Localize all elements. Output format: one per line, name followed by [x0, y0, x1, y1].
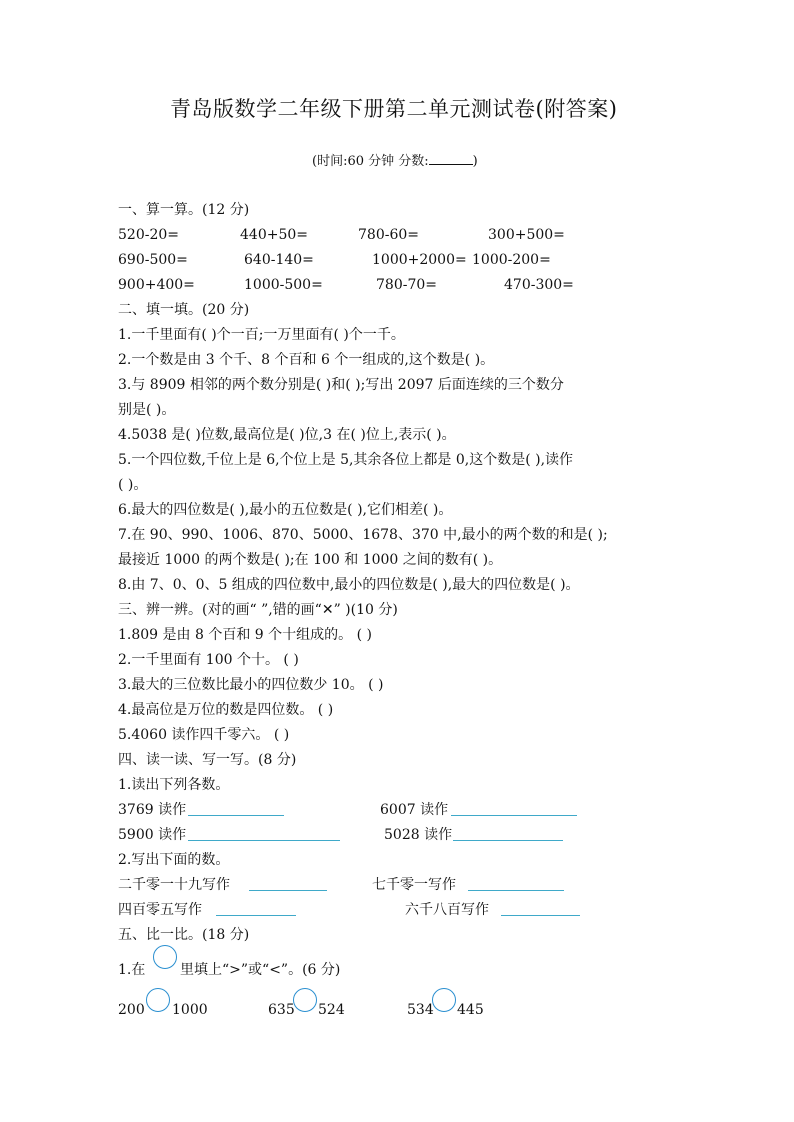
answer-line[interactable] — [451, 815, 577, 816]
write-item-label: 二千零一十九写作 — [118, 877, 230, 893]
answer-line[interactable] — [188, 815, 284, 816]
read-item-label: 6007 读作 — [380, 802, 449, 818]
question-line: 最接近 1000 的两个数是( );在 100 和 1000 之间的数有( )。 — [118, 552, 503, 568]
question-line: 6.最大的四位数是( ),最小的五位数是( ),它们相差( )。 — [118, 502, 453, 518]
page-title: 青岛版数学二年级下册第二单元测试卷(附答案) — [170, 97, 618, 121]
section-3-heading: 三、辨一辨。(对的画“ ”,错的画“✕” )(10 分) — [118, 602, 398, 618]
answer-line[interactable] — [216, 915, 296, 916]
calc-item: 900+400= — [118, 277, 195, 293]
question-line: 1.一千里面有( )个一百;一万里面有( )个一千。 — [118, 327, 405, 343]
compare-answer-circle[interactable] — [293, 988, 317, 1012]
section-2-heading: 二、填一填。(20 分) — [118, 302, 250, 318]
compare-right-number: 1000 — [172, 1002, 208, 1018]
score-blank — [429, 150, 473, 165]
compare-circle-icon — [153, 945, 177, 969]
compare-right-number: 524 — [318, 1002, 345, 1018]
calc-item: 1000-200= — [472, 252, 551, 268]
question-line: 别是( )。 — [118, 402, 176, 418]
section-5-heading: 五、比一比。(18 分) — [118, 927, 250, 943]
judge-item: 1.809 是由 8 个百和 9 个十组成的。 ( ) — [118, 627, 372, 643]
section-1-heading: 一、算一算。(12 分) — [118, 202, 250, 218]
write-item-label: 七千零一写作 — [372, 877, 456, 893]
calc-item: 780-70= — [376, 277, 437, 293]
calc-item: 640-140= — [244, 252, 314, 268]
answer-line[interactable] — [249, 890, 327, 891]
question-line: 5.一个四位数,千位上是 6,个位上是 5,其余各位上都是 0,这个数是( ),读作 — [118, 452, 574, 468]
read-item-label: 3769 读作 — [118, 802, 187, 818]
answer-line[interactable] — [468, 890, 564, 891]
exam-info-text: (时间:60 分钟 分数: — [312, 154, 429, 169]
write-item-label: 四百零五写作 — [118, 902, 202, 918]
write-item-label: 六千八百写作 — [405, 902, 489, 918]
calc-item: 690-500= — [118, 252, 188, 268]
exam-info — [312, 150, 478, 171]
question-line: 4.5038 是( )位数,最高位是( )位,3 在( )位上,表示( )。 — [118, 427, 456, 443]
answer-line[interactable] — [453, 840, 563, 841]
question-line: 2.一个数是由 3 个千、8 个百和 6 个一组成的,这个数是( )。 — [118, 352, 495, 368]
compare-left-number: 534 — [407, 1002, 434, 1018]
compare-answer-circle[interactable] — [432, 988, 456, 1012]
compare-instruction-pre: 1.在 — [118, 962, 146, 978]
calc-item: 300+500= — [488, 227, 565, 243]
calc-item: 780-60= — [358, 227, 419, 243]
compare-left-number: 200 — [118, 1002, 145, 1018]
calc-item: 470-300= — [504, 277, 574, 293]
judge-item: 2.一千里面有 100 个十。 ( ) — [118, 652, 299, 668]
section-4-heading: 四、读一读、写一写。(8 分) — [118, 752, 297, 768]
answer-line[interactable] — [188, 840, 340, 841]
question-line: 8.由 7、0、0、5 组成的四位数中,最小的四位数是( ),最大的四位数是( )。 — [118, 577, 580, 593]
compare-answer-circle[interactable] — [146, 988, 170, 1012]
question-line: ( )。 — [118, 477, 148, 493]
judge-item: 4.最高位是万位的数是四位数。 ( ) — [118, 702, 334, 718]
subquestion-title: 1.读出下列各数。 — [118, 777, 230, 793]
question-line: 7.在 90、990、1006、870、5000、1678、370 中,最小的两个数的和是( ); — [118, 527, 608, 543]
calc-item: 1000+2000= — [372, 252, 467, 268]
answer-line[interactable] — [501, 915, 580, 916]
question-line: 3.与 8909 相邻的两个数分别是( )和( );写出 2097 后面连续的三个数分 — [118, 377, 564, 393]
read-item-label: 5900 读作 — [118, 827, 187, 843]
judge-item: 5.4060 读作四千零六。 ( ) — [118, 727, 290, 743]
calc-item: 1000-500= — [244, 277, 323, 293]
calc-item: 520-20= — [118, 227, 179, 243]
exam-info-close: ) — [472, 154, 478, 169]
judge-item: 3.最大的三位数比最小的四位数少 10。 ( ) — [118, 677, 384, 693]
compare-instruction-post: 里填上“>”或“<”。(6 分) — [180, 962, 341, 978]
subquestion-title: 2.写出下面的数。 — [118, 852, 230, 868]
calc-item: 440+50= — [240, 227, 308, 243]
read-item-label: 5028 读作 — [384, 827, 453, 843]
compare-right-number: 445 — [457, 1002, 484, 1018]
compare-left-number: 635 — [268, 1002, 295, 1018]
